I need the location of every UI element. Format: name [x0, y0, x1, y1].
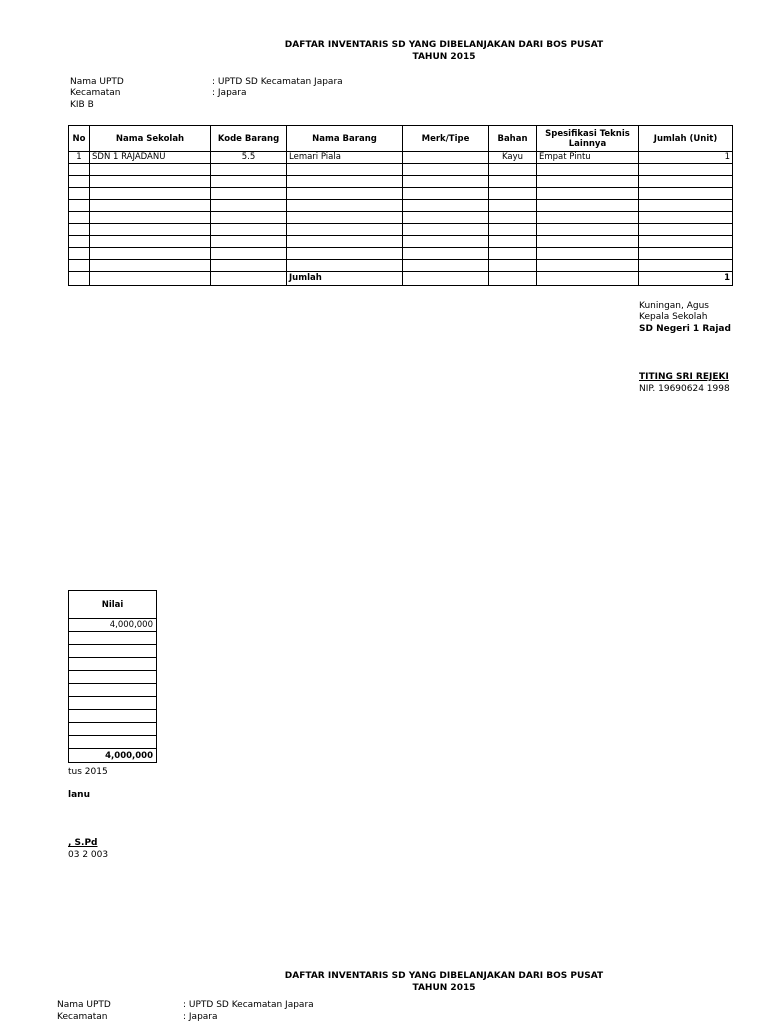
cell [403, 212, 489, 224]
cell [69, 164, 90, 176]
table-header-row [69, 126, 733, 152]
cell-nilai [69, 671, 157, 684]
cell [90, 224, 211, 236]
cell [211, 224, 287, 236]
cell-nilai [69, 736, 157, 749]
table-row [69, 236, 733, 248]
cell [537, 236, 639, 248]
cell-nilai [69, 658, 157, 671]
cell [90, 236, 211, 248]
cell [90, 164, 211, 176]
cell [639, 224, 733, 236]
cell [639, 200, 733, 212]
cell [211, 164, 287, 176]
page3-info-value-kecamatan: : Japara [183, 1012, 218, 1022]
table-row [69, 658, 157, 671]
cell [489, 176, 537, 188]
cell [211, 212, 287, 224]
table-row [69, 632, 157, 645]
table-total-row [69, 749, 157, 763]
cell [211, 188, 287, 200]
signature-position: Kepala Sekolah [639, 312, 708, 322]
cell [639, 260, 733, 272]
cell [537, 164, 639, 176]
cell [403, 272, 489, 286]
cell [403, 188, 489, 200]
cell [489, 260, 537, 272]
cell [287, 236, 403, 248]
header-nilai: Nilai [69, 591, 157, 619]
header-jumlah: Jumlah (Unit) [639, 126, 733, 152]
cell [287, 248, 403, 260]
cell [69, 176, 90, 188]
cell [489, 188, 537, 200]
cell-no: 1 [69, 152, 90, 164]
page3-info-label-kecamatan: Kecamatan [57, 1012, 108, 1022]
cell [69, 212, 90, 224]
total-value: 1 [639, 272, 733, 286]
cell-nilai [69, 710, 157, 723]
page3-info-value-uptd: : UPTD SD Kecamatan Japara [183, 1000, 314, 1010]
cell [69, 224, 90, 236]
cell [403, 164, 489, 176]
cell [639, 248, 733, 260]
signature-name: TITING SRI REJEKI [639, 372, 729, 382]
cell [537, 224, 639, 236]
cell [537, 212, 639, 224]
cell-nilai [69, 632, 157, 645]
cell [69, 200, 90, 212]
cell [489, 272, 537, 286]
cell [489, 212, 537, 224]
cell [537, 200, 639, 212]
table-row [69, 212, 733, 224]
cell [287, 260, 403, 272]
cell [211, 236, 287, 248]
cell [90, 260, 211, 272]
cell [211, 176, 287, 188]
cell [537, 272, 639, 286]
cell [211, 260, 287, 272]
cell [90, 176, 211, 188]
table-row [69, 736, 157, 749]
cell [287, 212, 403, 224]
table-total-row [69, 272, 733, 286]
cell [403, 200, 489, 212]
cell [287, 176, 403, 188]
total-label: Jumlah [287, 272, 403, 286]
signature-nip: NIP. 19690624 1998 [639, 384, 730, 394]
header-no: No [69, 126, 90, 152]
signature-place-date: Kuningan, Agus [639, 301, 709, 311]
cell [287, 200, 403, 212]
cell [403, 248, 489, 260]
header-kode-barang: Kode Barang [211, 126, 287, 152]
cell-nilai [69, 684, 157, 697]
cell [489, 224, 537, 236]
table-row [69, 164, 733, 176]
info-label-uptd: Nama UPTD [70, 77, 124, 87]
cell [211, 272, 287, 286]
cell [537, 248, 639, 260]
cell [537, 260, 639, 272]
table-row [69, 200, 733, 212]
signature-name-tail: , S.Pd [68, 838, 98, 848]
cell [69, 236, 90, 248]
cell [90, 188, 211, 200]
cell [287, 164, 403, 176]
table-row [69, 248, 733, 260]
cell [211, 200, 287, 212]
page3-info-label-uptd: Nama UPTD [57, 1000, 111, 1010]
cell [69, 188, 90, 200]
cell [403, 224, 489, 236]
table-row [69, 188, 733, 200]
cell-nilai [69, 697, 157, 710]
inventory-table [68, 125, 733, 286]
table-row [69, 723, 157, 736]
cell [90, 248, 211, 260]
signature-school: SD Negeri 1 Rajad [639, 324, 731, 334]
cell-nilai [69, 645, 157, 658]
table-row [69, 684, 157, 697]
header-nama-barang: Nama Barang [287, 126, 403, 152]
cell [403, 176, 489, 188]
cell [211, 248, 287, 260]
nilai-table [68, 590, 157, 763]
info-label-kecamatan: Kecamatan [70, 88, 121, 98]
cell [403, 260, 489, 272]
signature-nip-tail: 03 2 003 [68, 850, 109, 860]
table-row [69, 697, 157, 710]
cell [90, 212, 211, 224]
info-value-kecamatan: : Japara [212, 88, 247, 98]
cell [489, 164, 537, 176]
cell [537, 176, 639, 188]
page3-title: DAFTAR INVENTARIS SD YANG DIBELANJAKAN DARI BOS PUSAT [284, 971, 604, 981]
cell-merk-tipe [403, 152, 489, 164]
cell [639, 212, 733, 224]
signature-school-tail: lanu [68, 790, 90, 800]
nilai-total: 4,000,000 [69, 749, 157, 763]
cell [639, 176, 733, 188]
header-nama-sekolah: Nama Sekolah [90, 126, 211, 152]
cell [287, 188, 403, 200]
page-title: DAFTAR INVENTARIS SD YANG DIBELANJAKAN DARI BOS PUSAT [284, 40, 604, 50]
cell [90, 200, 211, 212]
signature-date-tail: tus 2015 [68, 767, 108, 777]
cell [537, 188, 639, 200]
table-row [69, 260, 733, 272]
cell-jumlah: 1 [639, 152, 733, 164]
cell-kode-barang: 5.5 [211, 152, 287, 164]
cell [489, 236, 537, 248]
page-subtitle: TAHUN 2015 [412, 52, 476, 62]
table-row [69, 671, 157, 684]
cell-nilai [69, 723, 157, 736]
cell [69, 260, 90, 272]
table-row [69, 176, 733, 188]
header-spesifikasi: Spesifikasi Teknis Lainnya [537, 126, 639, 152]
cell [639, 236, 733, 248]
table-row [69, 152, 733, 164]
cell [489, 248, 537, 260]
cell [639, 164, 733, 176]
table-row [69, 224, 733, 236]
cell [69, 272, 90, 286]
cell [69, 248, 90, 260]
cell [90, 272, 211, 286]
info-value-uptd: : UPTD SD Kecamatan Japara [212, 77, 343, 87]
cell-nilai: 4,000,000 [69, 619, 157, 632]
cell [403, 236, 489, 248]
table-row [69, 645, 157, 658]
cell [287, 224, 403, 236]
header-merk-tipe: Merk/Tipe [403, 126, 489, 152]
info-label-kib: KIB B [70, 100, 94, 110]
cell-bahan: Kayu [489, 152, 537, 164]
table-row [69, 710, 157, 723]
header-bahan: Bahan [489, 126, 537, 152]
cell-nama-barang: Lemari Piala [287, 152, 403, 164]
table-row [69, 619, 157, 632]
cell [639, 188, 733, 200]
cell-spesifikasi: Empat Pintu [537, 152, 639, 164]
cell-nama-sekolah: SDN 1 RAJADANU [90, 152, 211, 164]
page3-subtitle: TAHUN 2015 [412, 983, 476, 993]
cell [489, 200, 537, 212]
